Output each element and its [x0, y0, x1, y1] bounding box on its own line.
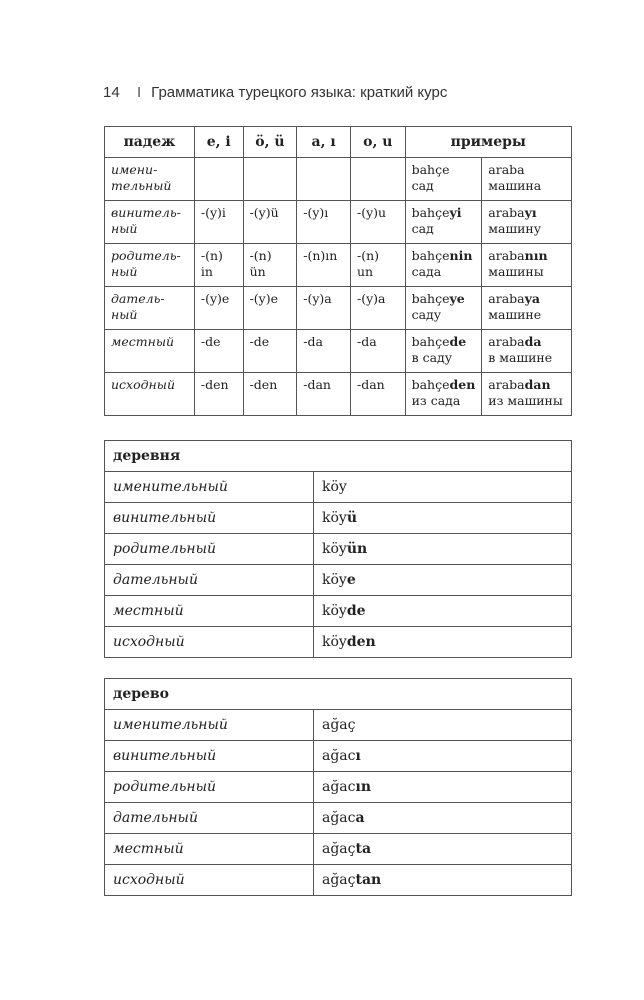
- column-header: ö, ü: [243, 127, 297, 158]
- word-base: bahçe: [411, 248, 450, 263]
- example-translation: сад: [411, 221, 434, 236]
- example-cell: [482, 201, 572, 244]
- example-cell: [482, 373, 572, 416]
- word-base: ağac: [322, 810, 356, 826]
- case-endings-table: [104, 126, 572, 416]
- word-suffix: ü: [346, 510, 358, 526]
- word-form: [314, 596, 572, 627]
- word-suffix: de: [449, 334, 467, 349]
- case-name: местный: [105, 834, 314, 865]
- word-form: [314, 472, 572, 503]
- example-word: [488, 205, 565, 221]
- example-cell: [482, 244, 572, 287]
- word-base: köy: [322, 479, 347, 495]
- case-name: местный: [105, 596, 314, 627]
- example-translation: машине: [488, 307, 542, 322]
- word-form: [314, 627, 572, 658]
- word-suffix: a: [355, 810, 365, 826]
- column-header: падеж: [105, 127, 195, 158]
- suffix-cell: -den: [194, 373, 243, 416]
- case-name: именительный: [105, 710, 314, 741]
- example-cell: [405, 373, 482, 416]
- separator: I: [137, 84, 142, 101]
- example-word: [488, 377, 565, 393]
- suffix-cell: -(n) in: [194, 244, 243, 287]
- example-cell: [482, 158, 572, 201]
- suffix-cell: -(y)a: [350, 287, 405, 330]
- word-suffix: ün: [346, 541, 368, 557]
- suffix-cell: -da: [297, 330, 351, 373]
- example-cell: [405, 244, 482, 287]
- word-suffix: ta: [355, 841, 372, 857]
- suffix-cell: -dan: [297, 373, 351, 416]
- word-base: bahçe: [411, 377, 450, 392]
- page-number: 14: [103, 84, 120, 101]
- example-word: [412, 334, 476, 350]
- word-form: [314, 710, 572, 741]
- example-word: [488, 334, 565, 350]
- example-word: [412, 248, 476, 264]
- word-suffix: e: [346, 572, 356, 588]
- word-base: araba: [488, 377, 525, 392]
- suffix-cell: -(y)e: [194, 287, 243, 330]
- word-form: [314, 772, 572, 803]
- case-name: датель- ный: [105, 287, 195, 330]
- example-translation: сада: [411, 264, 442, 279]
- table-row: [105, 534, 572, 565]
- case-name: родитель- ный: [105, 244, 195, 287]
- example-cell: [482, 287, 572, 330]
- word-suffix: ı: [355, 748, 361, 764]
- word-base: köy: [322, 603, 347, 619]
- table-row: [105, 772, 572, 803]
- example-cell: [405, 158, 482, 201]
- example-translation: саду: [411, 307, 442, 322]
- table-row: [105, 596, 572, 627]
- suffix-cell: -(n) un: [350, 244, 405, 287]
- word-base: köy: [322, 541, 347, 557]
- case-name: винительный: [105, 741, 314, 772]
- table-row: [105, 627, 572, 658]
- example-word: [488, 248, 565, 264]
- word-form: [314, 834, 572, 865]
- case-name: исходный: [105, 865, 314, 896]
- word-suffix: yi: [449, 205, 462, 220]
- word-suffix: dan: [524, 377, 551, 392]
- suffix-cell: -(y)ü: [243, 201, 297, 244]
- word-suffix: ın: [355, 779, 371, 795]
- table-title: дерево: [105, 679, 572, 710]
- case-name: местный: [105, 330, 195, 373]
- table-row: [105, 373, 572, 416]
- case-name: родительный: [105, 534, 314, 565]
- word-base: ağac: [322, 748, 356, 764]
- table-row: [105, 834, 572, 865]
- word-suffix: nin: [449, 248, 473, 263]
- case-name: винитель- ный: [105, 201, 195, 244]
- word-form: [314, 741, 572, 772]
- running-header: [103, 84, 447, 101]
- suffix-cell: -(y)a: [297, 287, 351, 330]
- word-base: ağaç: [322, 872, 356, 888]
- example-translation: машину: [488, 221, 542, 236]
- case-name: именительный: [105, 472, 314, 503]
- example-word: [412, 162, 476, 178]
- suffix-cell: -de: [243, 330, 297, 373]
- example-word: [488, 291, 565, 307]
- word-base: araba: [488, 334, 525, 349]
- example-cell: [405, 287, 482, 330]
- example-translation: из машины: [488, 393, 563, 408]
- word-base: köy: [322, 634, 347, 650]
- word-base: bahçe: [411, 334, 450, 349]
- example-translation: в машине: [488, 350, 553, 365]
- word-suffix: den: [449, 377, 476, 392]
- word-base: araba: [488, 205, 525, 220]
- suffix-cell: -(y)u: [350, 201, 405, 244]
- example-translation: в саду: [411, 350, 453, 365]
- example-word: [412, 291, 476, 307]
- table-row: [105, 330, 572, 373]
- word-suffix: ya: [524, 291, 540, 306]
- word-base: bahçe: [411, 291, 450, 306]
- example-cell: [482, 330, 572, 373]
- word-suffix: de: [346, 603, 366, 619]
- suffix-cell: [350, 158, 405, 201]
- case-name: исходный: [105, 373, 195, 416]
- word-form: [314, 534, 572, 565]
- suffix-cell: [194, 158, 243, 201]
- column-header: примеры: [405, 127, 571, 158]
- table-row: [105, 201, 572, 244]
- word-form: [314, 865, 572, 896]
- table-row: [105, 565, 572, 596]
- table-title: деревня: [105, 441, 572, 472]
- title-row: [105, 679, 572, 710]
- example-cell: [405, 201, 482, 244]
- column-header: a, ı: [297, 127, 351, 158]
- suffix-cell: -(y)ı: [297, 201, 351, 244]
- table-row: [105, 244, 572, 287]
- example-word: [412, 205, 476, 221]
- word-base: ağaç: [322, 841, 356, 857]
- case-name: имени- тельный: [105, 158, 195, 201]
- example-translation: из сада: [411, 393, 461, 408]
- case-name: дательный: [105, 565, 314, 596]
- case-name: исходный: [105, 627, 314, 658]
- case-name: родительный: [105, 772, 314, 803]
- word-suffix: nın: [524, 248, 548, 263]
- word-suffix: tan: [355, 872, 382, 888]
- case-name: винительный: [105, 503, 314, 534]
- suffix-cell: -da: [350, 330, 405, 373]
- column-header: o, u: [350, 127, 405, 158]
- word-form: [314, 803, 572, 834]
- word-base: bahçe: [411, 162, 450, 177]
- table-row: [105, 865, 572, 896]
- title-row: [105, 441, 572, 472]
- word-base: araba: [488, 162, 525, 177]
- suffix-cell: [243, 158, 297, 201]
- word-base: ağaç: [322, 717, 356, 733]
- suffix-cell: -dan: [350, 373, 405, 416]
- table-row: [105, 803, 572, 834]
- suffix-cell: -den: [243, 373, 297, 416]
- suffix-cell: -(n) ün: [243, 244, 297, 287]
- suffix-cell: [297, 158, 351, 201]
- table-row: [105, 710, 572, 741]
- suffix-cell: -(n)ın: [297, 244, 351, 287]
- table-row: [105, 158, 572, 201]
- table-row: [105, 472, 572, 503]
- case-name: дательный: [105, 803, 314, 834]
- suffix-cell: -de: [194, 330, 243, 373]
- example-word: [412, 377, 476, 393]
- column-header: e, i: [194, 127, 243, 158]
- example-translation: сад: [411, 178, 434, 193]
- word-suffix: ye: [449, 291, 465, 306]
- word-suffix: da: [524, 334, 542, 349]
- book-title: Грамматика турецкого языка: краткий курс: [151, 84, 448, 101]
- word-table-tree: [104, 678, 572, 896]
- word-form: [314, 565, 572, 596]
- word-suffix: den: [346, 634, 376, 650]
- example-translation: машина: [488, 178, 542, 193]
- word-base: bahçe: [411, 205, 450, 220]
- example-word: [488, 162, 565, 178]
- word-base: köy: [322, 572, 347, 588]
- word-base: ağac: [322, 779, 356, 795]
- table-row: [105, 741, 572, 772]
- example-translation: машины: [488, 264, 544, 279]
- word-base: araba: [488, 291, 525, 306]
- table-row: [105, 287, 572, 330]
- suffix-cell: -(y)e: [243, 287, 297, 330]
- word-suffix: yı: [524, 205, 537, 220]
- suffix-cell: -(y)i: [194, 201, 243, 244]
- table-row: [105, 503, 572, 534]
- word-table-village: [104, 440, 572, 658]
- word-form: [314, 503, 572, 534]
- example-cell: [405, 330, 482, 373]
- word-base: köy: [322, 510, 347, 526]
- word-base: araba: [488, 248, 525, 263]
